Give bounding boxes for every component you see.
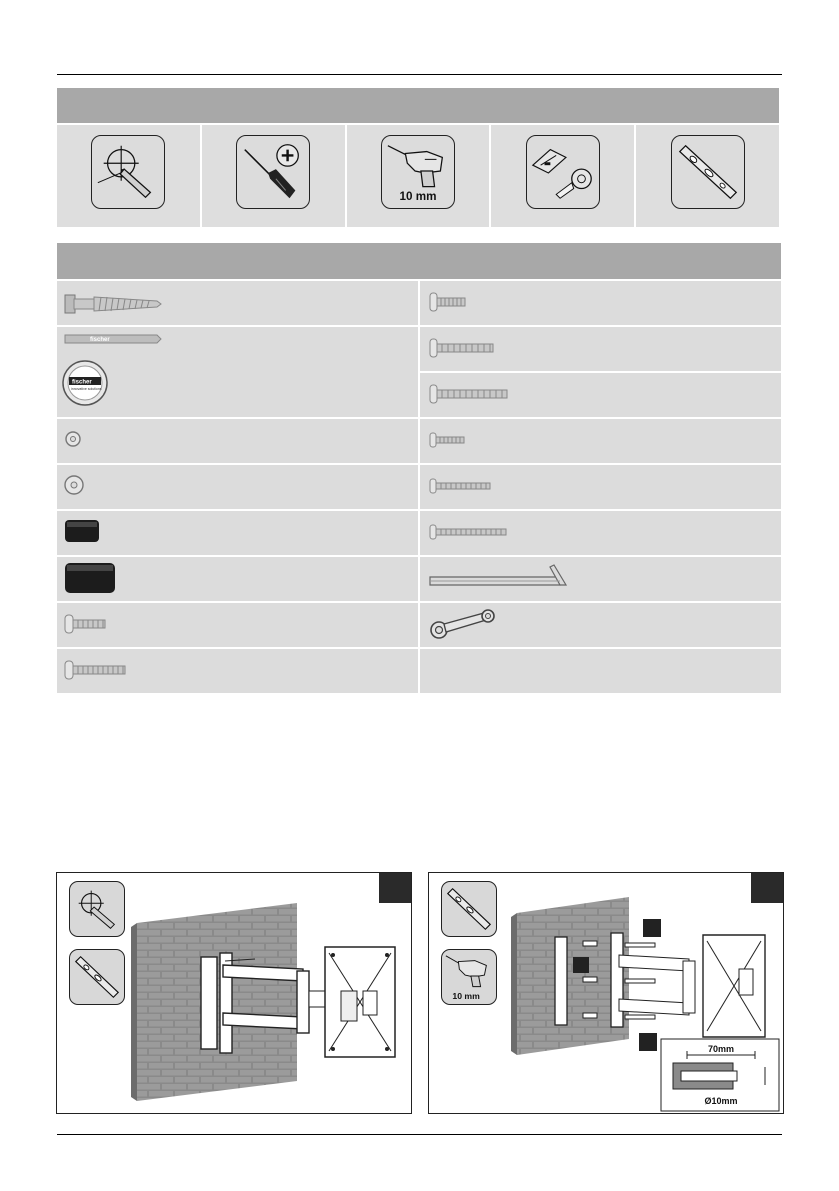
parts-row — [57, 465, 781, 509]
drill-diameter-label: Ø10mm — [704, 1096, 738, 1106]
figure-1-wall-mounted-bracket — [56, 872, 412, 1114]
large-spacer-icon — [57, 557, 127, 601]
anchor-brand-label: fischer — [90, 337, 110, 343]
short-bolt-icon — [420, 281, 480, 325]
part-cell-short-thin-bolt — [420, 419, 781, 463]
large-washer-icon — [57, 465, 97, 509]
parts-row — [57, 281, 781, 325]
tool-cell-level — [636, 125, 779, 227]
part-cell-long-screw — [57, 649, 418, 693]
part-cell-small-washer — [57, 419, 418, 463]
tape-measure-icon — [526, 135, 600, 209]
short-thin-bolt-icon — [420, 419, 480, 463]
tool-cell-screwdriver — [202, 125, 345, 227]
part-cell-small-spacer — [57, 511, 418, 555]
part-cell-medium-bolt — [420, 327, 781, 371]
part-cell-empty — [420, 649, 781, 693]
tool-cell-pencil — [57, 125, 200, 227]
drill-size-label: 10 mm — [452, 991, 480, 1002]
wall-anchor-graphic — [57, 327, 177, 417]
long-thin-bolt-icon — [420, 511, 520, 555]
long-bolt-icon — [420, 373, 520, 417]
part-cell-allen-key — [420, 557, 781, 601]
parts-list — [57, 281, 781, 695]
tool-cell-tape — [491, 125, 634, 227]
fischer-logo — [63, 361, 107, 405]
footer-rule — [57, 1134, 782, 1135]
part-cell-wall-anchor — [57, 327, 418, 417]
drill-icon — [381, 135, 455, 209]
part-cell-lag-screw — [57, 281, 418, 325]
header-rule — [57, 74, 782, 75]
wall-anchor-icon — [65, 335, 161, 343]
small-washer-icon — [57, 419, 97, 463]
allen-key-icon — [420, 557, 590, 601]
drill-size-label: 10 mm — [399, 190, 437, 204]
parts-row — [57, 603, 781, 647]
part-cell-short-bolt — [420, 281, 781, 325]
lag-screw-icon — [57, 281, 177, 325]
part-cell-large-washer — [57, 465, 418, 509]
part-cell-spanner — [420, 603, 781, 647]
tool-cell-drill — [347, 125, 490, 227]
parts-row — [57, 327, 781, 417]
tools-row — [57, 125, 779, 227]
bracket-illustration — [57, 873, 412, 1114]
phillips-screwdriver-icon — [236, 135, 310, 209]
parts-row — [57, 511, 781, 555]
drilling-illustration — [429, 873, 784, 1114]
svg-text:fischer: fischer — [72, 379, 92, 386]
part-cell-long-thin-bolt — [420, 511, 781, 555]
tools-header-bar — [57, 88, 779, 123]
marking-pencil-icon — [91, 135, 165, 209]
parts-header-bar — [57, 243, 781, 279]
part-cell-short-screw — [57, 603, 418, 647]
drill-depth-label: 70mm — [707, 1044, 735, 1054]
parts-right-stack — [420, 327, 781, 417]
part-cell-large-spacer — [57, 557, 418, 601]
medium-bolt-icon — [420, 327, 500, 371]
small-spacer-icon — [57, 511, 107, 555]
long-screw-icon — [57, 649, 147, 693]
medium-thin-bolt-icon — [420, 465, 500, 509]
parts-row — [57, 649, 781, 693]
figure-2-drilling-holes — [428, 872, 784, 1114]
part-cell-medium-thin-bolt — [420, 465, 781, 509]
spirit-level-icon — [671, 135, 745, 209]
spanner-icon — [420, 603, 510, 647]
svg-text:innovative solutions: innovative solutions — [71, 387, 102, 391]
short-screw-icon — [57, 603, 127, 647]
parts-row — [57, 557, 781, 601]
part-cell-long-bolt — [420, 373, 781, 417]
parts-row — [57, 419, 781, 463]
